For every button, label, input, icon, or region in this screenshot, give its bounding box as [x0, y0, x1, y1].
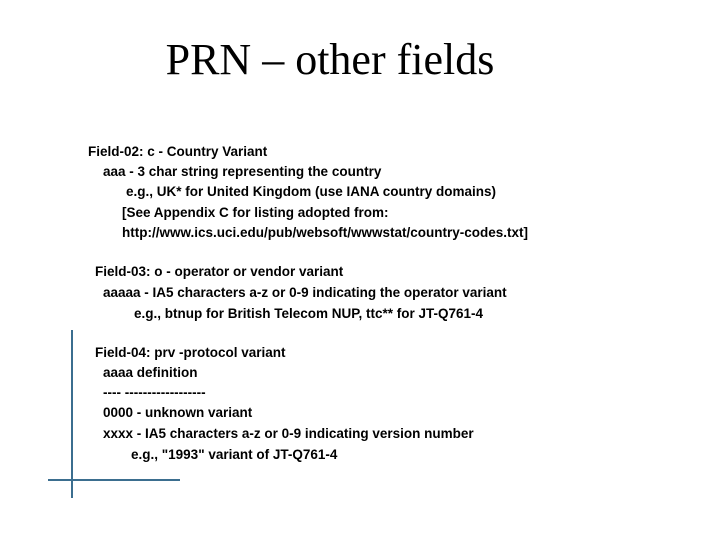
field-04-line-5: e.g., "1993" variant of JT-Q761-4: [131, 447, 338, 462]
field-04-line-4: xxxx - IA5 characters a-z or 0-9 indicating version number: [103, 426, 474, 441]
field-02-line-3: [See Appendix C for listing adopted from:: [122, 205, 389, 220]
field-03-line-1: aaaaa - IA5 characters a-z or 0-9 indicating the operator variant: [103, 285, 507, 300]
field-04-line-3: 0000 - unknown variant: [103, 405, 253, 420]
decorative-vertical-line: [71, 330, 73, 498]
field-04-line-2: ---- ------------------: [103, 385, 206, 400]
field-04-line-1: aaaa definition: [103, 365, 198, 380]
field-02-line-1: aaa - 3 char string representing the country: [103, 164, 382, 179]
field-02-line-4: http://www.ics.uci.edu/pub/websoft/wwwstat/country-codes.txt]: [122, 225, 529, 240]
field-03-line-2: e.g., btnup for British Telecom NUP, ttc** for JT-Q761-4: [134, 306, 484, 321]
field-02-heading: Field-02: c - Country Variant: [88, 144, 268, 159]
field-04-heading: Field-04: prv -protocol variant: [95, 345, 286, 360]
field-03-heading: Field-03: o - operator or vendor variant: [95, 264, 344, 279]
decorative-horizontal-line: [48, 479, 180, 481]
field-02-line-2: e.g., UK* for United Kingdom (use IANA country domains): [126, 184, 497, 199]
slide-title: PRN – other fields: [165, 35, 495, 84]
